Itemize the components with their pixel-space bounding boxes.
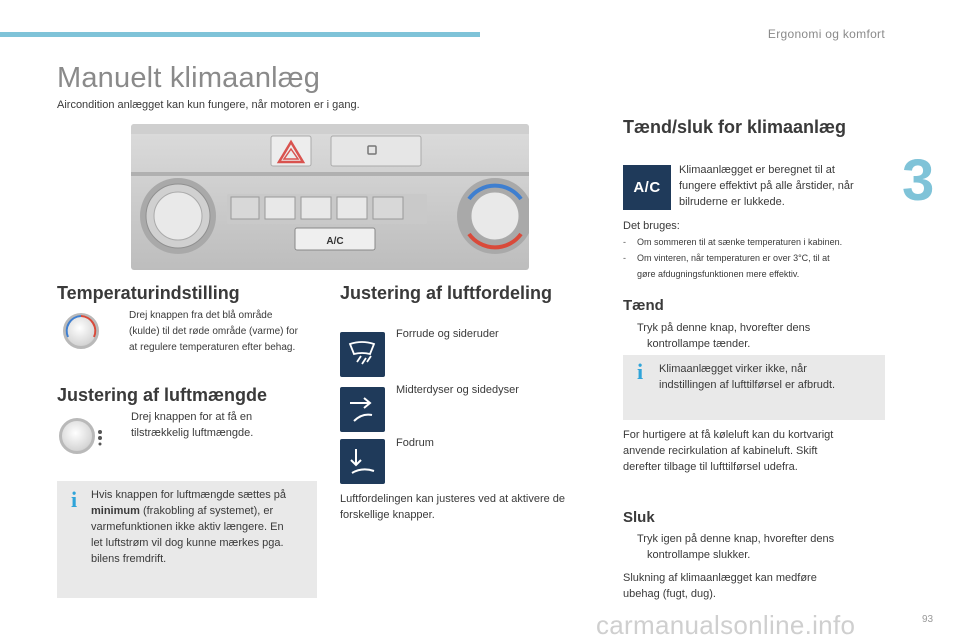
foot-vent-glyph <box>340 439 385 484</box>
face-vent-icon <box>340 387 385 432</box>
climate-panel-photo <box>131 124 529 270</box>
distribution-footer: Luftfordelingen kan justeres ved at aktivere de forskellige knapper. <box>340 493 566 521</box>
ac-button-icon: A/C <box>623 165 671 210</box>
temperature-scale-icon <box>63 313 99 349</box>
off-text: Tryk igen på denne knap, hvorefter dens kontrollampe slukker. <box>637 533 835 561</box>
page-number: 93 <box>922 614 934 625</box>
climate-panel-drawing <box>131 124 529 270</box>
off-note: Slukning af klimaanlægget kan medføre ubehag (fugt, dug). <box>623 572 817 600</box>
tip-text: For hurtigere at få køleluft kan du kortvarigt anvende recirkulation af kabineluft. Skift derefter tilbage til lufttilførsel udefra. <box>623 429 834 473</box>
on-heading: Tænd <box>623 297 664 314</box>
header-accent-bar <box>0 32 480 37</box>
used-label: Det bruges: <box>623 220 680 232</box>
chapter-number: 3 <box>902 148 935 213</box>
foot-vent-icon <box>340 439 385 484</box>
airflow-text <box>117 409 317 441</box>
airflow-heading: Justering af luftmængde <box>57 385 268 405</box>
temperature-line: Drej knappen fra det blå område <box>129 310 273 321</box>
windscreen-vent-glyph <box>340 332 385 377</box>
on-text: Tryk på denne knap, hvorefter dens kontrollampe tænder. <box>637 322 811 350</box>
onoff-intro: Klimaanlægget er beregnet til at fungere effektivt på alle årstider, når bilruderne er lukkede. <box>679 164 854 208</box>
info-icon: i <box>71 487 78 512</box>
onoff-heading: Tænd/sluk for klimaanlæg <box>623 117 847 137</box>
face-vent-glyph <box>340 387 385 432</box>
airflow-line: tilstrækkelig luftmængde. <box>131 427 254 439</box>
distribution-item-label: Midterdyser og sidedyser <box>396 384 519 396</box>
panel-ac-label: A/C <box>326 236 344 247</box>
temperature-line: at regulere temperaturen efter behag. <box>129 342 296 353</box>
temperature-text <box>115 308 325 356</box>
distribution-heading: Justering af luftfordeling <box>340 283 553 303</box>
temperature-heading: Temperaturindstilling <box>57 283 240 303</box>
on-info-box <box>623 355 885 420</box>
temperature-line: (kulde) til det røde område (varme) for <box>129 326 298 337</box>
minimum-info-box <box>57 481 317 598</box>
watermark: carmanualsonline.info <box>596 610 856 640</box>
used-item: gøre afdugningsfunktionen mere effektiv. <box>637 269 800 279</box>
page-subtitle: Aircondition anlægget kan kun fungere, når motoren er i gang. <box>57 99 360 111</box>
minimum-info-text: Hvis knappen for luftmængde sættes på minimum (frakobling af systemet), er varmefunktionen ikke aktiv længere. En let luftstrøm vil dog kunne mærkes pga. bilens fremdrift. <box>91 489 287 565</box>
page-title: Manuelt klimaanlæg <box>57 62 321 94</box>
windscreen-vent-icon <box>340 332 385 377</box>
temperature-knob-icon <box>63 313 99 349</box>
used-item: - Om vinteren, når temperaturen er over 3°C, til at <box>623 253 830 263</box>
airflow-line: Drej knappen for at få en <box>131 411 253 423</box>
used-list <box>623 234 913 282</box>
off-heading: Sluk <box>623 509 655 526</box>
distribution-item-label: Fodrum <box>396 437 434 449</box>
airflow-knob-icon <box>59 418 95 454</box>
info-icon: i <box>637 359 644 384</box>
section-label: Ergonomi og komfort <box>767 27 885 41</box>
used-item: - Om sommeren til at sænke temperaturen i kabinen. <box>623 237 843 247</box>
fan-icon <box>95 428 105 446</box>
on-info-text: Klimaanlægget virker ikke, når indstillingen af lufttilførsel er afbrudt. <box>659 363 836 391</box>
distribution-item-label: Forrude og sideruder <box>396 328 499 340</box>
